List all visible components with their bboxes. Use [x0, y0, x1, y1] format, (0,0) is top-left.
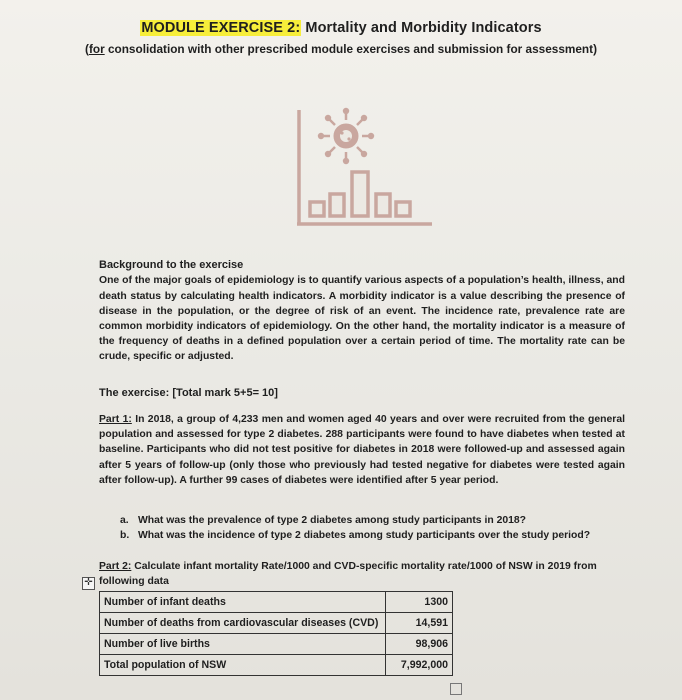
- background-heading: Background to the exercise: [99, 259, 244, 271]
- background-section: [99, 258, 625, 365]
- part1-section: [99, 412, 625, 488]
- exercise-heading-block: [99, 386, 625, 401]
- table-cell-value: 1300: [386, 592, 453, 613]
- part2-text: Part 2: Calculate infant mortality Rate/1000 and CVD-specific mortality rate/1000 of NSW in 2019 from following data: [99, 561, 597, 588]
- title-highlight: MODULE EXERCISE 2:: [141, 20, 301, 36]
- question-a: a. What was the prevalence of type 2 diabetes among study participants in 2018?: [120, 515, 527, 526]
- title-rest: Mortality and Morbidity Indicators: [301, 20, 542, 36]
- table-cell-value: 7,992,000: [386, 655, 453, 676]
- part2-label: Part 2:: [99, 561, 132, 572]
- table-resize-handle[interactable]: [450, 683, 462, 695]
- table-row: [100, 634, 453, 655]
- subtitle-underlined-word: for: [88, 42, 105, 56]
- table-row: [100, 592, 453, 613]
- table-cell-value: 98,906: [386, 634, 453, 655]
- table-move-handle-icon[interactable]: ✛: [82, 577, 95, 590]
- table-cell-label: Number of live births: [100, 634, 386, 655]
- part1-label: Part 1:: [99, 414, 132, 425]
- part1-text: Part 1: In 2018, a group of 4,233 men and women aged 40 years and over were recruited from the general population and assessed for type 2 diabetes. 288 participants were found to have diabetes when tested at baseline. Participants who did not test positive for diabetes in 2018 were followed-up and assessed again after 5 years of follow-up (only those who previously had tested negative for diabetes were tested again after follow-up). A further 99 cases of diabetes were identified after 5 year period.: [99, 414, 625, 486]
- table-row: [100, 655, 453, 676]
- table-row: [100, 613, 453, 634]
- table-cell-label: Total population of NSW: [100, 655, 386, 676]
- table-cell-label: Number of deaths from cardiovascular diseases (CVD): [100, 613, 386, 634]
- background-text: One of the major goals of epidemiology is to quantify various aspects of a population’s health, illness, and death status by calculating health indicators. A morbidity indicator is a value describing the presence of disease in the population, or the degree of risk of an event. The incidence rate, prevalence rate are common morbidity indicators of epidemiology. On the other hand, the mortality indicator is a measure of the frequency of deaths in a defined population over a certain period of time. The mortality rate can be crude, specific or adjusted.: [99, 275, 625, 363]
- page-subtitle: (for consolidation with other prescribed module exercises and submission for assessment): [85, 42, 597, 56]
- part2-section: [99, 559, 623, 589]
- question-b: b. What was the incidence of type 2 diabetes among study participants over the study period?: [120, 530, 591, 541]
- data-table: [99, 591, 453, 676]
- page-title: [0, 20, 682, 36]
- table-cell-value: 14,591: [386, 613, 453, 634]
- table-cell-label: Number of infant deaths: [100, 592, 386, 613]
- virus-chart-icon: [296, 106, 436, 230]
- exercise-heading: The exercise: [Total mark 5+5= 10]: [99, 387, 278, 399]
